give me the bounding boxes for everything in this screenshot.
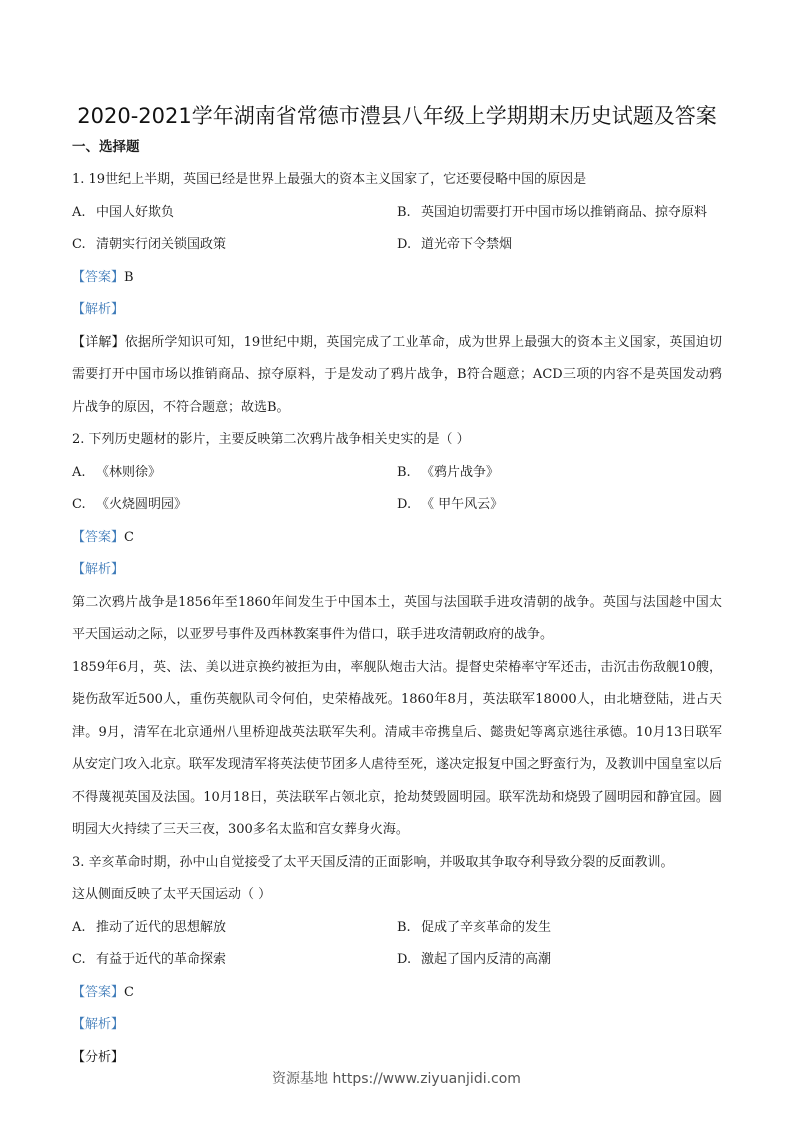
answer-value: C <box>124 984 134 1000</box>
option-d <box>397 229 722 262</box>
options-row <box>72 229 722 262</box>
option-d <box>397 489 722 522</box>
question-stem-continued: 这从侧面反映了太平天国运动（ ） <box>72 887 272 902</box>
analysis-line <box>72 1009 722 1042</box>
question-stem: 2. 下列历史题材的影片，主要反映第二次鸦片战争相关史实的是（ ） <box>72 432 470 447</box>
option-b <box>397 912 722 945</box>
option-c <box>72 229 397 262</box>
option-c <box>72 489 397 522</box>
question-2 <box>72 424 722 847</box>
option-letter: B. <box>397 204 411 220</box>
option-text: 有益于近代的革命探索 <box>96 952 227 967</box>
option-b <box>397 197 722 230</box>
option-letter: A. <box>72 204 86 220</box>
option-text: 《林则徐》 <box>96 464 162 480</box>
answer-label: 【答案】 <box>72 269 125 285</box>
options-row <box>72 944 722 977</box>
analysis-label: 【解析】 <box>72 562 125 577</box>
answer-line <box>72 522 722 555</box>
options-row <box>72 489 722 522</box>
detail-text: 依据所学知识可知，19世纪中期，英国完成了工业革命，成为世界上最强大的资本主义国家，英国迫切需要打开中国市场以推销商品、掠夺原料，于是发动了鸦片战争，B符合题意；ACD三项的内容不是英国发动鸦片战争的原因，不符合题意；故选B。 <box>72 334 722 415</box>
analysis-paragraph: 1859年6月，英、法、美以进京换约被拒为由，率舰队炮击大沽。提督史荣椿率守军还击，击沉击伤敌舰10艘，毙伤敌军近500人，重伤英舰队司令何伯，史荣椿战死。1860年8月，英法联军18000人，由北塘登陆，进占天津。9月，清军在北京通州八里桥迎战英法联军失利。清咸丰帝携皇后、懿贵妃等离京逃往承德。10月13日联军从安定门攻入北京。联军发现清军将英法使节团多人虐待至死，遂决定报复中国之野蛮行为，及教训中国皇室以后不得蔑视英国及法国。10月18日，英法联军占领北京，抢劫焚毁圆明园。联军洗劫和烧毁了圆明园和静宜园。圆明园大火持续了三天三夜，300多名太监和宫女葬身火海。 <box>72 659 723 837</box>
fenxi-label: 【分析】 <box>72 1049 125 1065</box>
option-a <box>72 457 397 490</box>
analysis-label: 【解析】 <box>72 1017 125 1032</box>
option-letter: B. <box>397 919 411 935</box>
answer-line <box>72 262 722 295</box>
option-letter: A. <box>72 919 86 935</box>
answer-line <box>72 977 722 1010</box>
question-stem: 3. 辛亥革命时期，孙中山自觉接受了太平天国反清的正面影响，并吸取其争取夺利导致分裂的反面教训。 <box>72 854 674 870</box>
options-row <box>72 912 722 945</box>
option-b <box>397 457 722 490</box>
option-text: 激起了国内反清的高潮 <box>421 952 552 967</box>
analysis-label: 【解析】 <box>72 302 125 317</box>
detail-paragraph <box>72 327 722 425</box>
option-letter: D. <box>397 952 412 967</box>
detail-label: 【详解】 <box>72 334 125 350</box>
option-letter: C. <box>72 952 86 967</box>
option-text: 清朝实行闭关锁国政策 <box>96 237 227 252</box>
answer-value: B <box>124 269 134 285</box>
option-letter: C. <box>72 497 86 512</box>
option-a <box>72 912 397 945</box>
option-letter: C. <box>72 237 86 252</box>
option-text: 《 甲午风云》 <box>421 497 504 512</box>
answer-value: C <box>124 529 134 545</box>
option-a <box>72 197 397 230</box>
analysis-line <box>72 554 722 587</box>
footer-watermark: 资源基地 https://www.ziyuanjidi.com <box>272 1071 521 1087</box>
option-text: 《鸦片战争》 <box>421 464 500 480</box>
option-text: 道光帝下令禁烟 <box>421 237 513 252</box>
option-letter: D. <box>397 497 412 512</box>
question-3 <box>72 847 722 1075</box>
document-page <box>72 100 722 1074</box>
option-letter: D. <box>397 237 412 252</box>
option-text: 推动了近代的思想解放 <box>96 919 227 935</box>
options-row <box>72 197 722 230</box>
option-letter: A. <box>72 464 86 480</box>
analysis-paragraph: 第二次鸦片战争是1856年至1860年间发生于中国本土，英国与法国联手进攻清朝的战争。英国与法国趁中国太平天国运动之际，以亚罗号事件及西林教案事件为借口，联手进攻清朝政府的战争。 <box>72 594 722 642</box>
option-text: 中国人好欺负 <box>96 204 175 220</box>
option-c <box>72 944 397 977</box>
answer-label: 【答案】 <box>72 984 125 1000</box>
question-1 <box>72 164 722 424</box>
document-title: 2020-2021学年湖南省常德市澧县八年级上学期期末历史试题及答案 <box>77 104 717 128</box>
option-d <box>397 944 722 977</box>
question-stem: 1. 19世纪上半期，英国已经是世界上最强大的资本主义国家了，它还要侵略中国的原因是 <box>72 172 587 187</box>
option-letter: B. <box>397 464 411 480</box>
section-heading-multiple-choice: 一、选择题 <box>72 139 140 155</box>
analysis-line <box>72 294 722 327</box>
option-text: 促成了辛亥革命的发生 <box>421 919 552 935</box>
option-text: 《火烧圆明园》 <box>96 497 188 512</box>
answer-label: 【答案】 <box>72 529 125 545</box>
option-text: 英国迫切需要打开中国市场以推销商品、掠夺原料 <box>421 204 708 220</box>
options-row <box>72 457 722 490</box>
